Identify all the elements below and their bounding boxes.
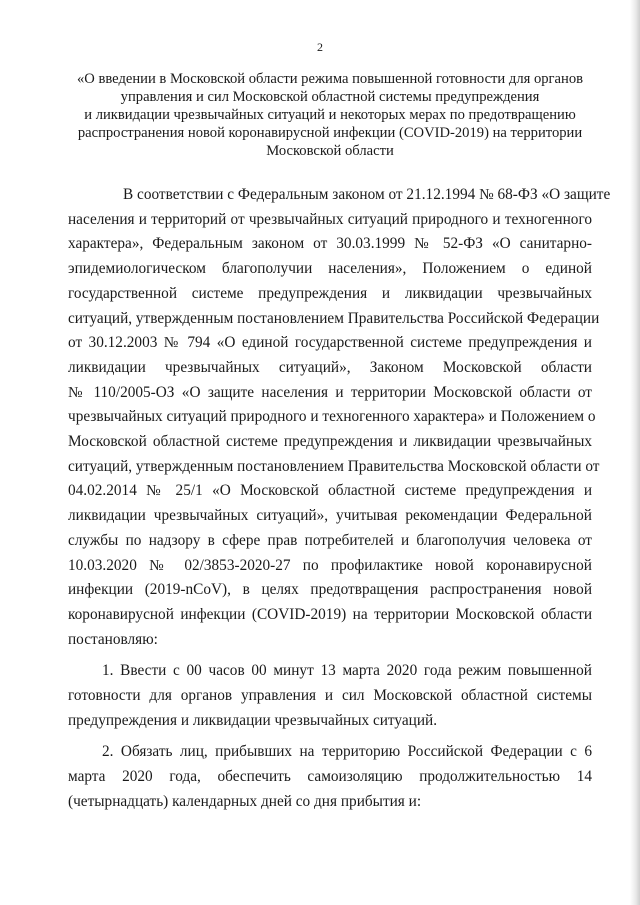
text-line: 2. Обязать лиц, прибывших на территорию Российской Федерации с 6 [102,743,592,761]
text-line: Московской областной системе предупреждения и ликвидации чрезвычайных [68,433,592,451]
text-line: 1. Ввести с 00 часов 00 минут 13 марта 2020 года режим повышенной [102,662,592,680]
text-line: готовности для органов управления и сил Московской областной системы [68,687,592,705]
text-line: характера», Федеральным законом от 30.03.1999 № 52-ФЗ «О санитарно- [68,235,592,253]
paragraph-gap [68,733,592,740]
text-line: от 30.12.2003 № 794 «О единой государственной системе предупреждения и [68,334,592,352]
text-line: населения и территорий от чрезвычайных ситуаций природного и техногенного [68,210,592,228]
text-line: ликвидации чрезвычайных ситуаций», Законом Московской области [68,358,592,376]
text-line: ликвидации чрезвычайных ситуаций», учитывая рекомендации Федеральной [68,507,592,525]
document-body [68,183,611,815]
text-line: предупреждения и ликвидации чрезвычайных ситуаций. [68,711,438,729]
title-line: и ликвидации чрезвычайных ситуаций и некоторых мерах по предотвращению [84,107,576,123]
text-line: В соответствии с Федеральным законом от 21.12.1994 № 68-ФЗ «О защите [123,186,611,203]
text-line: постановляю: [68,630,158,648]
title-line: «О введении в Московской области режима повышенной готовности для органов [76,71,584,87]
title-line: распространения новой коронавирусной инфекции (COVID-2019) на территории [77,125,583,141]
text-line: 04.02.2014 № 25/1 «О Московской областной системе предупреждения и [68,482,592,500]
text-line: № 110/2005-ОЗ «О защите населения и территории Московской области от [68,383,592,401]
title-line: Московской области [266,143,394,159]
scan-edge-shadow [630,0,640,905]
title-line: управления и сил Московской областной системы предупреждения [120,89,540,105]
text-line: (четырнадцать) календарных дней со дня прибытия и: [68,792,422,810]
text-line: коронавирусной инфекции (COVID-2019) на территории Московской области [68,605,592,623]
text-line: марта 2020 года, обеспечить самоизоляцию продолжительностью 14 [68,768,592,786]
text-line: эпидемиологическом благополучии населения», Положением о единой [68,260,592,278]
text-line: чрезвычайных ситуаций природного и техногенного характера» и Положением о [68,408,596,426]
clause-2 [68,740,592,814]
text-line: 10.03.2020 № 02/3853-2020-27 по профилактике новой коронавирусной [68,556,592,574]
clause-1 [68,659,592,733]
text-line: инфекции (2019-nCoV), в целях предотвращения распространения новой [68,581,592,599]
preamble-paragraph [68,183,611,652]
document-title [60,70,600,160]
text-line: ситуаций, утвержденным постановлением Правительства Московской области от [68,457,600,475]
text-line: ситуаций, утвержденным постановлением Правительства Российской Федерации [68,309,600,327]
text-line: службы по надзору в сфере прав потребителей и благополучия человека от [68,531,592,549]
paragraph-gap [68,652,592,659]
text-line: государственной системе предупреждения и ликвидации чрезвычайных [68,284,592,302]
page-number: 2 [317,40,323,54]
